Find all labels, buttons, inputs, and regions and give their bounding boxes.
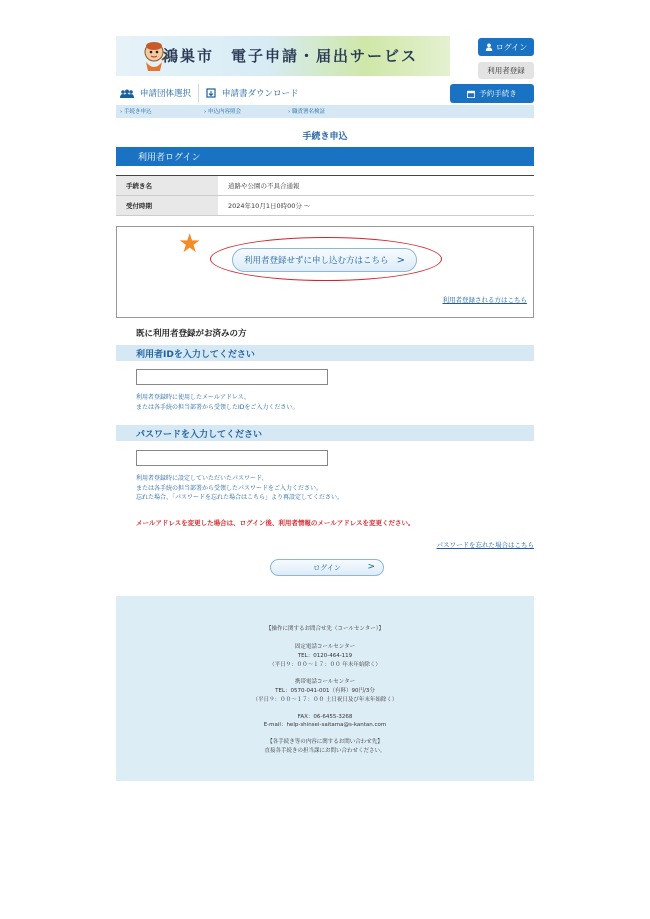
user-id-heading: 利用者IDを入力してください [116, 345, 534, 361]
calendar-icon [467, 90, 475, 98]
forgot-password-link[interactable]: パスワードを忘れた場合はこちら [436, 541, 534, 549]
procedure-info-table [116, 175, 534, 216]
chevron-right-icon: > [396, 254, 405, 266]
group-icon [120, 89, 134, 98]
nav-item-download[interactable] [206, 84, 299, 102]
login-submit-label: ログイン [313, 563, 341, 572]
page-title: 手続き申込 [302, 132, 348, 142]
hint-line: または各手続の担当部署から受領したIDをご入力ください。 [136, 403, 299, 411]
password-hint [136, 474, 343, 503]
footer-line: TEL：0570-041-001（有料）90円/3分 [275, 688, 375, 694]
registered-users-heading: 既に利用者登録がお済みの方 [136, 329, 247, 339]
email-change-warning: メールアドレスを変更した場合は、ログイン後、利用者情報のメールアドレスを変更ください。 [136, 519, 415, 527]
reserve-button[interactable] [450, 84, 534, 103]
breadcrumb-label: 手続き申込 [123, 109, 152, 115]
footer-line: 【操作に関するお問合せ先（コールセンター）】 [266, 626, 384, 632]
reserve-button-label: 予約手続き [479, 89, 517, 98]
breadcrumb-label: 申込内容照会 [207, 109, 241, 115]
nav-item-group-select[interactable] [120, 84, 191, 102]
footer-line: 直接各手続きの担当課にお問い合わせください。 [264, 748, 386, 754]
breadcrumb-item[interactable]: › 申込内容照会 [204, 109, 241, 115]
password-heading: パスワードを入力してください [116, 425, 534, 441]
register-button[interactable]: 利用者登録 [478, 62, 534, 79]
footer-line: TEL：0120-464-119 [297, 653, 353, 659]
footer-line: 【各手続き等の内容に関するお問い合わせ先】 [267, 739, 383, 745]
guest-apply-button[interactable] [232, 248, 417, 272]
footer-line: （平日９：００〜１７：００ 年末年始除く） [269, 662, 381, 668]
site-title: 鴻巣市 電子申請・届出サービス [163, 47, 419, 65]
footer-line: （平日９：００〜１７：００ 土日祝日及び年末年始除く） [252, 697, 398, 703]
download-icon [206, 88, 216, 98]
nav-item-label: 申請書ダウンロード [222, 89, 299, 99]
hint-line: 忘れた場合、「パスワードを忘れた場合はこちら」より再設定してください。 [136, 494, 344, 501]
user-icon [485, 43, 493, 51]
chevron-right-icon: > [367, 562, 375, 572]
breadcrumb-label: 職責署名検証 [291, 109, 325, 115]
user-id-input[interactable] [136, 369, 328, 385]
table-cell: 道路や公園の不具合通報 [218, 176, 534, 196]
login-submit-button[interactable] [270, 559, 384, 576]
section-title: 利用者ログイン [116, 147, 534, 166]
table-row [116, 196, 534, 216]
footer-line: 携帯電話コールセンター [294, 679, 356, 685]
password-input[interactable] [136, 450, 328, 466]
table-header-cell: 受付時期 [116, 196, 218, 216]
breadcrumb [116, 105, 534, 118]
footer-contact [116, 596, 534, 781]
table-header-cell: 手続き名 [116, 176, 218, 196]
footer-line: 固定電話コールセンター [294, 644, 356, 650]
star-icon: ★ [178, 229, 202, 259]
hint-line: 利用者登録時に設定していただいたパスワード、 [136, 475, 268, 482]
hint-line: 利用者登録時に使用したメールアドレス、 [136, 394, 250, 401]
table-cell: 2024年10月1日0時00分 〜 [218, 196, 534, 216]
guest-apply-label: 利用者登録せずに申し込む方はこちら [244, 256, 389, 266]
table-row [116, 176, 534, 196]
breadcrumb-item[interactable]: › 手続き申込 [120, 109, 152, 115]
register-link[interactable]: 利用者登録される方はこちら [442, 296, 527, 304]
login-button[interactable] [478, 38, 534, 56]
footer-line: FAX：06-6455-3268 [297, 714, 353, 720]
user-id-hint [136, 393, 298, 412]
hint-line: または各手続の担当部署から受領したパスワードをご入力ください。 [136, 484, 323, 492]
login-button-label: ログイン [495, 42, 528, 52]
breadcrumb-item[interactable]: › 職責署名検証 [288, 109, 325, 115]
nav-divider [198, 84, 199, 102]
nav-item-label: 申請団体選択 [140, 89, 192, 99]
footer-line: E-mail：help-shinsei-saitama@s-kantan.com [263, 722, 387, 728]
